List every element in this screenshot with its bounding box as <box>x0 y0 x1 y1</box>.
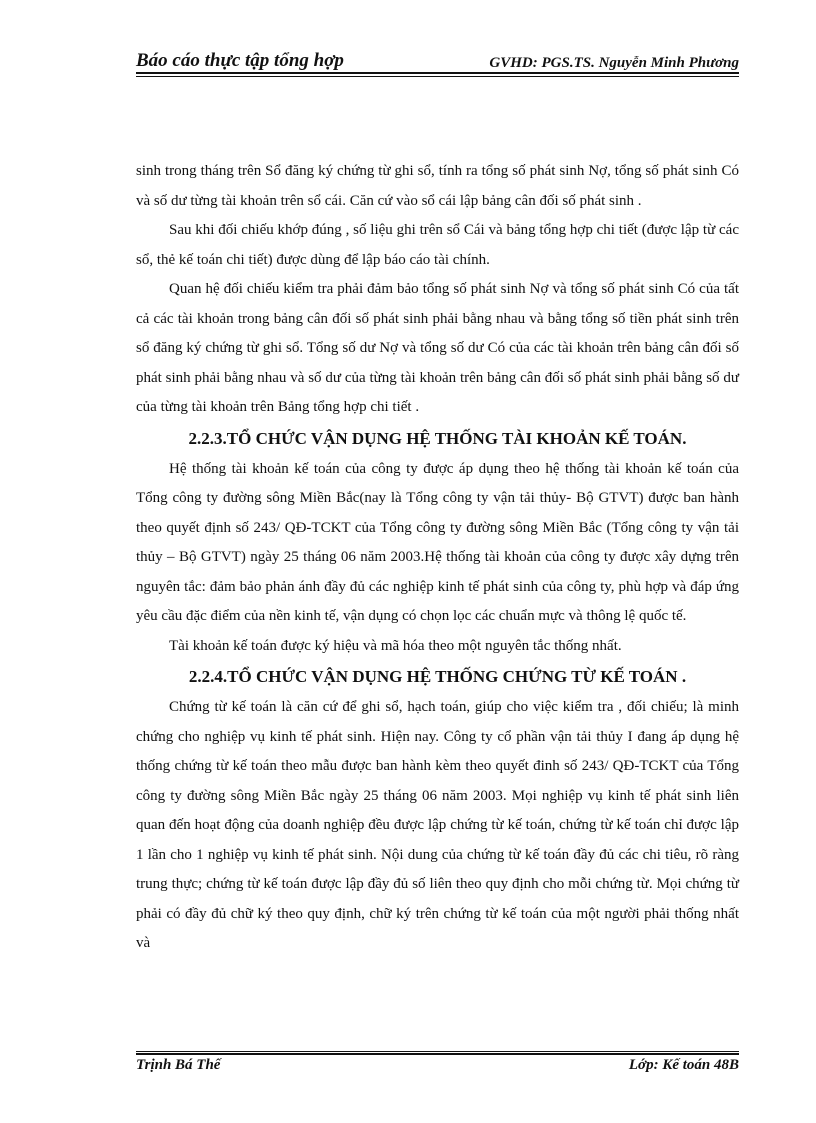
paragraph-account-system: Hệ thống tài khoản kế toán của công ty được áp dụng theo hệ thống tài khoản kế toán của Tổng công ty đường sông Miền Bắc(nay là Tổng công ty vận tải thủy- Bộ GTVT) được ban hành theo quyết định số 243/ QĐ-TCKT của Tổng công ty đường sông Miền Bắc (Tổng công ty vận tải thủy – Bộ GTVT) ngày 25 tháng 06 năm 2003.Hệ thống tài khoản của công ty được xây dựng trên nguyên tắc: đảm bảo phản ánh đầy đủ các nghiệp kinh tế phát sinh của công ty, phù hợp và đáp ứng yêu cầu đặc điểm của nền kinh tế, vận dụng có chọn lọc các chuẩn mực và thông lệ quốc tế. <box>136 460 739 624</box>
class-label: Lớp: Kế toán 48B <box>628 1057 739 1073</box>
document-body <box>136 157 739 959</box>
header-rule <box>136 72 739 77</box>
footer-rule <box>136 1051 739 1055</box>
section-heading-accounts: 2.2.3.TỔ CHỨC VẬN DỤNG HỆ THỐNG TÀI KHOẢN KẾ TOÁN. <box>188 428 687 448</box>
section-heading-vouchers: 2.2.4.TỔ CHỨC VẬN DỤNG HỆ THỐNG CHỨNG TỪ KẾ TOÁN . <box>188 667 687 686</box>
paragraph-check-relation: Quan hệ đối chiếu kiểm tra phải đảm bảo tổng số phát sinh Nợ và tổng số phát sinh Có của tất cả các tài khoản trong bảng cân đối số phát sinh phải bằng nhau và bằng tổng số tiền phát sinh trên sổ đăng ký chứng từ ghi sổ. Tổng số dư Nợ và tổng số dư Có của các tài khoản trên bảng cân đối số phát sinh phải bằng nhau và số dư của từng tài khoản trên bảng cân đối số phát sinh phải bằng số dư của từng tài khoản trên Bảng tổng hợp chi tiết . <box>136 281 739 415</box>
paragraph-vouchers: Chứng từ kế toán là căn cứ để ghi sổ, hạch toán, giúp cho việc kiểm tra , đối chiếu; là minh chứng cho nghiệp vụ kinh tế phát sinh. Hiện nay. Công ty cổ phần vận tải thủy I đang áp dụng hệ thống chứng từ kế toán theo mẫu được ban hành kèm theo quyết đinh số 243/ QĐ-TCKT của Tổng công ty đường sông Miền Bắc ngày 25 tháng 06 năm 2003. Mọi nghiệp vụ kinh tế phát sinh liên quan đến hoạt động của doanh nghiệp đều được lập chứng từ kế toán, chứng từ kế toán chỉ được lập 1 lần cho 1 nghiệp vụ kinh tế phát sinh. Nội dung của chứng từ kế toán đầy đủ các chi tiêu, rõ ràng trung thực; chứng từ kế toán được lập đầy đủ số liên theo quy định cho mỗi chứng từ. Mọi chứng từ phải có đầy đủ chữ ký theo quy định, chữ ký trên chứng từ kế toán của một người phải thống nhất và <box>136 699 739 951</box>
author-name: Trịnh Bá Thế <box>136 1057 221 1073</box>
report-title: Báo cáo thực tập tổng hợp <box>136 50 344 71</box>
page-footer <box>136 1057 739 1074</box>
page-header <box>136 48 739 72</box>
supervisor-label: GVHD: PGS.TS. Nguyễn Minh Phương <box>489 55 739 71</box>
paragraph-continued: sinh trong tháng trên Sổ đăng ký chứng từ ghi sổ, tính ra tổng số phát sinh Nợ, tổng số phát sinh Có và số dư từng tài khoản trên sổ cái. Căn cứ vào sổ cái lập bảng cân đối số phát sinh . <box>136 163 739 209</box>
paragraph-account-coding: Tài khoản kế toán được ký hiệu và mã hóa theo một nguyên tắc thống nhất. <box>169 637 622 654</box>
paragraph-reconciliation: Sau khi đối chiếu khớp đúng , số liệu ghi trên sổ Cái và bảng tổng hợp chi tiết (được lập từ các sổ, thẻ kế toán chi tiết) được dùng để lập báo cáo tài chính. <box>136 222 739 268</box>
